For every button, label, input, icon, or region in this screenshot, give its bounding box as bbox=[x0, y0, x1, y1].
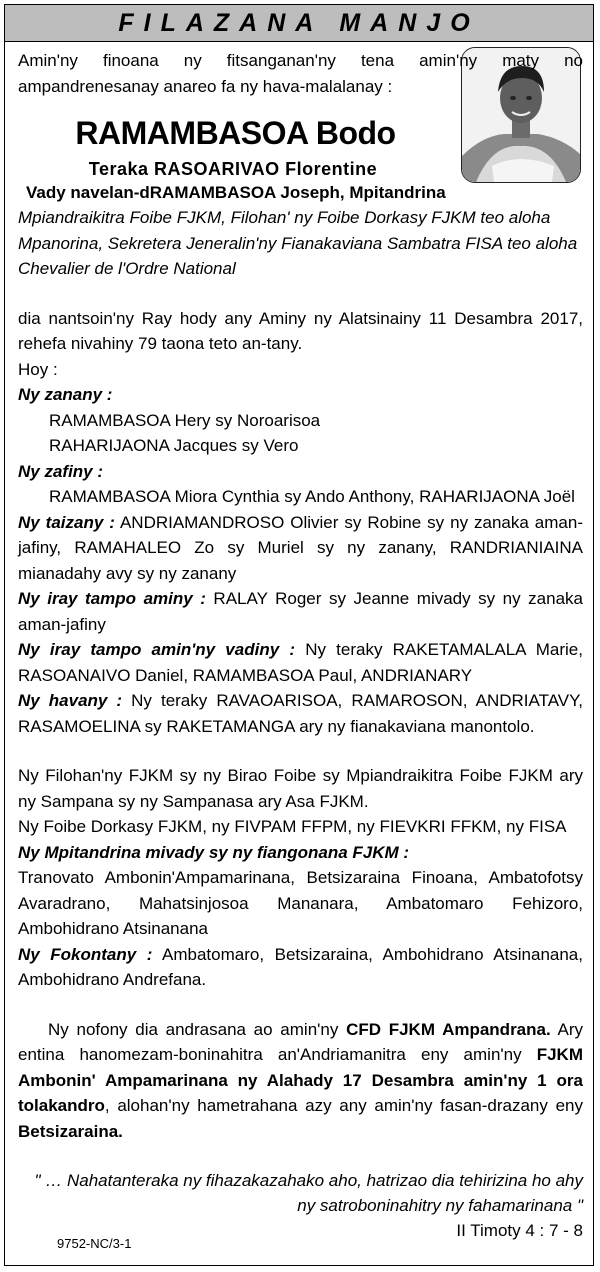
page-title: FILAZANA MANJO bbox=[118, 8, 480, 37]
verse-line-1: " … Nahatanteraka ny fihazakazahako aho, hatrizao dia tehirizina ho ahy bbox=[34, 1171, 583, 1190]
fokontany bbox=[18, 942, 583, 993]
siblings bbox=[18, 586, 583, 637]
church-orgs: Ny Foibe Dorkasy FJKM, ny FIVPAM FFPM, ny FIEVKRI FFKM, ny FISA bbox=[18, 817, 567, 836]
funeral-text: , alohan'ny hametrahana azy any amin'ny fasan-drazany eny bbox=[104, 1096, 583, 1115]
foster-label: Ny taizany : bbox=[18, 512, 115, 532]
foster-children bbox=[18, 510, 583, 587]
relatives-text: Ny teraky RAVAOARISOA, RAMAROSON, ANDRIATAVY, RASAMOELINA sy RAKETAMANGA ary ny fianakaviana manontolo. bbox=[18, 691, 583, 736]
title-line-1: Mpiandraikitra Foibe FJKM, Filohan' ny Foibe Dorkasy FJKM teo aloha bbox=[18, 208, 551, 227]
grandchildren-line: RAMAMBASOA Miora Cynthia sy Ando Anthony, RAHARIJAONA Joël bbox=[49, 487, 575, 506]
siblings-label: Ny iray tampo aminy : bbox=[18, 589, 206, 608]
intro-text: Amin'ny finoana ny fitsanganan'ny tena amin'ny maty no ampandrenesanay anareo fa ny hava-malalanay : bbox=[18, 51, 583, 96]
funeral-text: Ny nofony dia andrasana ao amin'ny bbox=[48, 1019, 347, 1039]
pastors-list: Tranovato Ambonin'Ampamarinana, Betsizaraina Finoana, Ambatofotsy Avaradrano, Mahatsinjosoa Mananara, Ambatomaro Fehizoro, Ambohidrano Atsinanana bbox=[18, 868, 583, 938]
spouse-siblings-text: Ny teraky RAKETAMALALA Marie, RASOANAIVO Daniel, RAMAMBASOA Paul, ANDRIANARY bbox=[18, 640, 583, 685]
spouse-siblings-label: Ny iray tampo amin'ny vadiny : bbox=[18, 640, 296, 659]
child-line: RAHARIJAONA Jacques sy Vero bbox=[49, 436, 299, 455]
fokontany-text: Ambatomaro, Betsizaraina, Ambohidrano Atsinanana, Ambohidrano Andrefana. bbox=[18, 944, 583, 989]
burial-place: Betsizaraina. bbox=[18, 1121, 123, 1141]
grandchildren-label: Ny zafiny : bbox=[18, 461, 104, 481]
title-line-2: Mpanorina, Sekretera Jeneralin'ny Fianakaviana Sambatra FISA teo aloha bbox=[18, 233, 578, 253]
spouse-line: Vady navelan-dRAMAMBASOA Joseph, Mpitandrina bbox=[26, 183, 446, 202]
title-line-3: Chevalier de l'Ordre National bbox=[18, 259, 236, 278]
death-announcement: dia nantsoin'ny Ray hody any Aminy ny Alatsinainy 11 Desambra 2017, rehefa nivahiny 79 taona teto an-tany. bbox=[18, 308, 583, 353]
verse-reference: II Timoty 4 : 7 - 8 bbox=[456, 1221, 583, 1240]
siblings-text: RALAY Roger sy Jeanne mivady sy ny zanaka aman-jafiny bbox=[18, 589, 583, 634]
service-details: FJKM Ambonin' Ampamarinana ny Alahady 17 Desambra amin'ny 1 ora tolakandro bbox=[18, 1045, 583, 1115]
spouse-siblings bbox=[18, 637, 583, 688]
child-line: RAMAMBASOA Hery sy Noroarisoa bbox=[49, 410, 321, 430]
funeral-details bbox=[18, 1017, 583, 1145]
verse-line-2: ny satroboninahitry ny fahamarinana " bbox=[297, 1196, 583, 1215]
pastors-label: Ny Mpitandrina mivady sy ny fiangonana FJKM : bbox=[18, 842, 410, 862]
relatives-label: Ny havany : bbox=[18, 691, 123, 710]
obituary-notice bbox=[4, 4, 594, 1266]
funeral-location: CFD FJKM Ampandrana. bbox=[346, 1019, 551, 1039]
children-label: Ny zanany : bbox=[18, 385, 113, 404]
deceased-name: RAMAMBASOA Bodo bbox=[75, 115, 396, 151]
foster-text: ANDRIAMANDROSO Olivier sy Robine sy ny zanaka aman-jafiny, RAMAHALEO Zo sy Muriel sy ny zanany, RANDRIANIAINA mianadahy avy sy ny zanany bbox=[18, 512, 583, 583]
header-banner bbox=[5, 5, 593, 42]
hoy-label: Hoy : bbox=[18, 359, 58, 379]
funeral-text: Ary entina hanomezam-boninahitra an'Andriamanitra eny amin'ny bbox=[18, 1019, 583, 1064]
church-leaders: Ny Filohan'ny FJKM sy ny Birao Foibe sy Mpiandraikitra Foibe FJKM ary ny Sampana sy ny Sampanasa ary Asa FJKM. bbox=[18, 766, 583, 811]
notice-body bbox=[5, 42, 593, 1243]
notice-code: 9752-NC/3-1 bbox=[57, 1236, 132, 1251]
fokontany-label: Ny Fokontany : bbox=[18, 944, 153, 964]
relatives bbox=[18, 688, 583, 739]
maiden-name: Teraka RASOARIVAO Florentine bbox=[88, 159, 378, 179]
